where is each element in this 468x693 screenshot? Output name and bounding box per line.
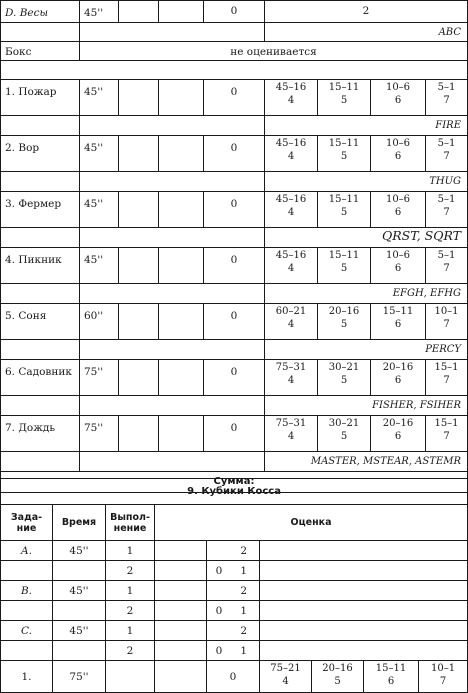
range-label: 15–11 — [328, 194, 360, 205]
task-label: C. — [1, 621, 53, 641]
task-exec-1: 1 — [106, 621, 155, 641]
empty-cell — [1, 284, 80, 304]
empty-cell — [1, 641, 53, 661]
range-label: 10–6 — [385, 194, 411, 205]
score-one: 1 — [240, 564, 247, 577]
range: 15–11 — [375, 663, 407, 674]
empty-cell — [1, 228, 80, 248]
weights-top-score: 2 — [265, 1, 468, 23]
range-label: 15–11 — [328, 82, 360, 93]
item-extra-cell[interactable] — [159, 304, 204, 340]
item-name: 1. Пожар — [1, 80, 80, 116]
header-score: Оценка — [155, 505, 468, 541]
empty-cell — [1, 23, 80, 42]
item-name: 7. Дождь — [1, 416, 80, 452]
points-label: 5 — [340, 263, 348, 274]
item-extra-cell[interactable] — [159, 416, 204, 452]
task-exec-1: 1 — [106, 541, 155, 561]
task-time: 45'' — [53, 581, 106, 601]
range-label: 20–16 — [382, 418, 414, 429]
empty-cell — [80, 228, 265, 248]
task-exec-1: 1 — [106, 581, 155, 601]
empty-cell — [80, 340, 265, 360]
empty-cell — [53, 561, 106, 581]
points: 4 — [282, 676, 289, 687]
points-label: 5 — [340, 375, 348, 386]
item-answer: PERCY — [265, 340, 468, 360]
item-answer: THUG — [265, 172, 468, 192]
score-zero: 0 — [215, 564, 223, 577]
header-time: Время — [53, 505, 106, 541]
weights-answer: ABC — [265, 23, 468, 42]
points-label: 4 — [287, 95, 295, 106]
range-label: 5–1 — [437, 138, 456, 149]
points-label: 5 — [340, 319, 348, 330]
range-label: 10–6 — [385, 82, 411, 93]
range-label: 15–11 — [328, 138, 360, 149]
points-label: 4 — [287, 263, 295, 274]
item-exec-cell[interactable] — [119, 304, 159, 340]
item-exec-cell[interactable] — [119, 136, 159, 172]
task-score-2: 2 — [207, 541, 260, 561]
item-exec-cell[interactable] — [119, 360, 159, 396]
empty-cell — [1, 172, 80, 192]
box-spacer — [1, 61, 468, 80]
header-task: Зада- ние — [1, 505, 53, 541]
task-cell[interactable] — [155, 601, 207, 621]
item-answer: FIRE — [265, 116, 468, 136]
range-label: 30–21 — [328, 418, 360, 429]
item-zero: 0 — [204, 80, 265, 116]
weights-exec-cell[interactable] — [119, 1, 159, 23]
range-label: 30–21 — [328, 362, 360, 373]
empty-cell — [1, 601, 53, 621]
item-time: 60'' — [80, 304, 119, 340]
item-exec-cell[interactable] — [119, 416, 159, 452]
points-label: 7 — [443, 95, 450, 106]
empty-cell — [1, 452, 80, 472]
range-label: 15–1 — [434, 418, 459, 429]
range-label: 10–6 — [385, 250, 411, 261]
item-zero: 0 — [204, 136, 265, 172]
task-cell[interactable] — [155, 641, 207, 661]
points-label: 5 — [340, 151, 348, 162]
range-label: 15–11 — [382, 306, 414, 317]
item-extra-cell[interactable] — [159, 248, 204, 284]
box-label: Бокс — [1, 42, 80, 61]
points-label: 7 — [443, 263, 450, 274]
task-exec-2: 2 — [106, 561, 155, 581]
range-label: 60–21 — [275, 306, 307, 317]
range-label: 5–1 — [437, 194, 456, 205]
empty-cell — [1, 396, 80, 416]
points-label: 6 — [394, 207, 402, 218]
item-zero: 0 — [204, 192, 265, 228]
item1-time: 75'' — [53, 661, 106, 693]
item-time: 45'' — [80, 192, 119, 228]
item-time: 45'' — [80, 248, 119, 284]
empty-cell — [1, 561, 53, 581]
item-zero: 0 — [204, 248, 265, 284]
range-label: 15–1 — [434, 362, 459, 373]
empty-cell — [80, 23, 265, 42]
points-label: 4 — [287, 151, 295, 162]
empty-cell — [80, 452, 265, 472]
empty-cell — [260, 561, 468, 581]
range-label: 10–1 — [434, 306, 459, 317]
points-label: 4 — [287, 431, 295, 442]
range-label: 45–16 — [275, 82, 307, 93]
task-score-pair — [207, 601, 260, 621]
empty-cell — [1, 116, 80, 136]
item-name: 4. Пикник — [1, 248, 80, 284]
task-label: A. — [1, 541, 53, 561]
item-extra-cell[interactable] — [159, 136, 204, 172]
empty-cell — [260, 601, 468, 621]
item-time: 45'' — [80, 80, 119, 116]
points-label: 6 — [394, 431, 402, 442]
item-exec-cell[interactable] — [119, 80, 159, 116]
empty-cell — [260, 541, 468, 561]
range-label: 20–16 — [328, 306, 360, 317]
weights-name: D. Весы — [1, 1, 80, 23]
task-score-pair — [207, 641, 260, 661]
points-label: 5 — [340, 431, 348, 442]
empty-cell — [260, 581, 468, 601]
points-label: 7 — [443, 319, 450, 330]
sum-label: Сумма: — [1, 472, 468, 493]
item-answer: QRST, SQRT — [265, 228, 468, 248]
task-score-2: 2 — [207, 581, 260, 601]
range: 10–1 — [430, 663, 456, 674]
item-answer: FISHER, FSIHER — [265, 396, 468, 416]
task-exec-2: 2 — [106, 641, 155, 661]
item-name: 5. Соня — [1, 304, 80, 340]
empty-cell — [80, 396, 265, 416]
header-execution: Выпол- нение — [106, 505, 155, 541]
item-extra-cell[interactable] — [159, 80, 204, 116]
range-label: 10–6 — [385, 138, 411, 149]
points-label: 7 — [443, 207, 450, 218]
item-name: 6. Садовник — [1, 360, 80, 396]
weights-extra-cell[interactable] — [159, 1, 204, 23]
item-zero: 0 — [204, 360, 265, 396]
empty-cell — [260, 641, 468, 661]
item-name: 3. Фермер — [1, 192, 80, 228]
item1-exec-cell[interactable] — [106, 661, 155, 693]
task-label: B. — [1, 581, 53, 601]
score-zero: 0 — [215, 604, 223, 617]
range-label: 15–11 — [328, 250, 360, 261]
range-label: 45–16 — [275, 250, 307, 261]
points-label: 5 — [340, 207, 348, 218]
item-zero: 0 — [204, 416, 265, 452]
task-time: 45'' — [53, 541, 106, 561]
box-note: не оценивается — [80, 42, 468, 61]
item-answer: MASTER, MSTEAR, ASTEMR — [265, 452, 468, 472]
points-label: 4 — [287, 319, 295, 330]
range-label: 20–16 — [382, 362, 414, 373]
points-label: 6 — [394, 319, 402, 330]
empty-cell — [260, 621, 468, 641]
scoring-table-kohs — [0, 478, 468, 693]
range: 75–21 — [270, 663, 301, 674]
item-extra-cell[interactable] — [159, 192, 204, 228]
task-cell[interactable] — [155, 541, 207, 561]
item-exec-cell[interactable] — [119, 192, 159, 228]
score-one: 1 — [240, 604, 247, 617]
task-exec-2: 2 — [106, 601, 155, 621]
item-answer: EFGH, EFHG — [265, 284, 468, 304]
task-time: 45'' — [53, 621, 106, 641]
range-label: 75–31 — [275, 362, 307, 373]
points-label: 6 — [394, 263, 402, 274]
empty-cell — [80, 284, 265, 304]
score-one: 1 — [240, 644, 247, 657]
item-time: 75'' — [80, 416, 119, 452]
range-label: 5–1 — [437, 250, 456, 261]
points-label: 7 — [443, 375, 450, 386]
range-label: 75–31 — [275, 418, 307, 429]
weights-time: 45'' — [80, 1, 119, 23]
range-label: 45–16 — [275, 138, 307, 149]
task-score-pair — [207, 561, 260, 581]
points-label: 7 — [443, 151, 450, 162]
item-extra-cell[interactable] — [159, 360, 204, 396]
item1-zero: 0 — [207, 661, 260, 693]
empty-cell — [53, 641, 106, 661]
points-label: 6 — [394, 375, 402, 386]
points-label: 6 — [394, 151, 402, 162]
item-time: 75'' — [80, 360, 119, 396]
task-cell[interactable] — [155, 561, 207, 581]
points-label: 7 — [443, 431, 450, 442]
range: 20–16 — [322, 663, 353, 674]
task-cell[interactable] — [155, 621, 207, 641]
task-score-2: 2 — [207, 621, 260, 641]
points: 5 — [334, 676, 341, 687]
points-label: 4 — [287, 207, 295, 218]
points: 6 — [387, 676, 395, 687]
points-label: 4 — [287, 375, 295, 386]
item-name: 2. Вор — [1, 136, 80, 172]
empty-cell — [1, 340, 80, 360]
score-zero: 0 — [215, 644, 223, 657]
item-time: 45'' — [80, 136, 119, 172]
task-cell[interactable] — [155, 581, 207, 601]
range-label: 5–1 — [437, 82, 456, 93]
range-label: 45–16 — [275, 194, 307, 205]
empty-cell — [53, 601, 106, 621]
points: 7 — [439, 676, 447, 687]
item1-extra-cell[interactable] — [155, 661, 207, 693]
item1-task: 1. — [1, 661, 53, 693]
item-exec-cell[interactable] — [119, 248, 159, 284]
kohs-title: 9. Кубики Косса — [1, 479, 468, 505]
item-zero: 0 — [204, 304, 265, 340]
empty-cell — [80, 116, 265, 136]
points-label: 5 — [340, 95, 348, 106]
weights-zero: 0 — [204, 1, 265, 23]
empty-cell — [80, 172, 265, 192]
points-label: 6 — [394, 95, 402, 106]
